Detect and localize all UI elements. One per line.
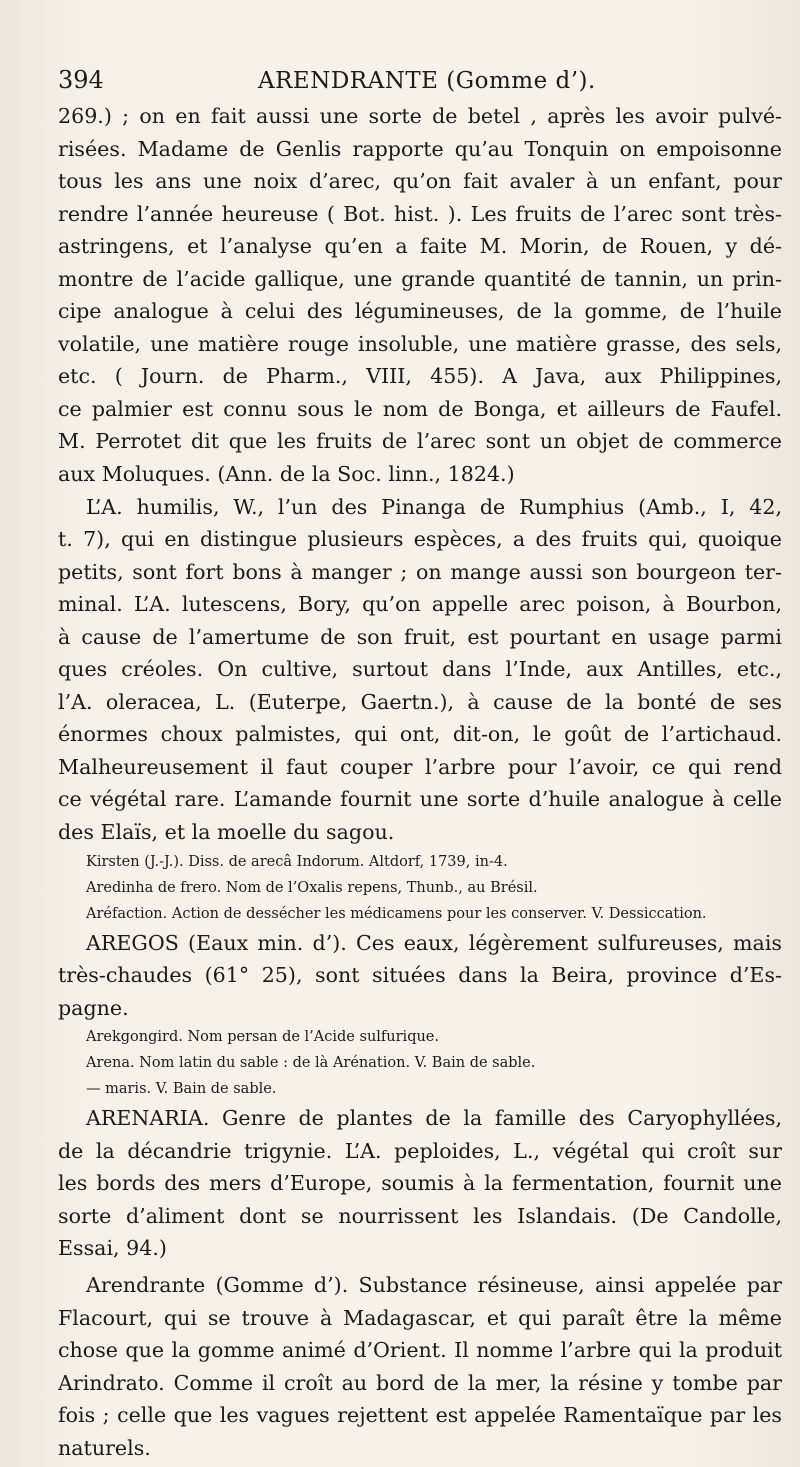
text-line: à cause de l’amertume de son fruit, est pourtant en usage parmi [58,624,782,649]
text-line: volatile, une matière rouge insoluble, une matière grasse, des sels, [58,331,782,356]
text-line: énormes choux palmistes, qui ont, dit-on, le goût de l’artichaud. [58,722,782,747]
text-line: M. Perrotet dit que les fruits de l’arec sont un objet de commerce [58,429,782,454]
running-head: ARENDRANTE (Gomme d’). [258,68,596,94]
text-line: astringens, et l’analyse qu’en a faite M. Morin, de Rouen, y dé- [58,234,782,259]
text-line: chose que la gomme animé d’Orient. Il nomme l’arbre qui la produit [58,1338,782,1363]
text-line: t. 7), qui en distingue plusieurs espèces, a des fruits qui, quoique [58,527,782,552]
text-line: ARENARIA. Genre de plantes de la famille des Caryophyllées, [86,1106,782,1131]
reference-notes [58,849,782,927]
text-line: L’A. humilis, W., l’un des Pinanga de Rumphius (Amb., I, 42, [86,494,782,519]
text-line: minal. L’A. lutescens, Bory, qu’on appelle arec poison, à Bourbon, [58,592,782,617]
entry-arendrante [58,1269,782,1464]
text-line: cipe analogue à celui des légumineuses, de la gomme, de l’huile [58,299,782,324]
reference-notes-2 [58,1024,782,1102]
text-line: très-chaudes (61° 25), sont situées dans la Beira, province d’Es- [58,963,782,988]
text-line: Flacourt, qui se trouve à Madagascar, et qui paraît être la même [58,1305,782,1330]
text-line: risées. Madame de Genlis rapporte qu’au Tonquin on empoisonne [58,136,782,161]
text-line: des Elaïs, et la moelle du sagou. [58,820,395,845]
note-line: Kirsten (J.-J.). Diss. de arecâ Indorum. Altdorf, 1739, in-4. [86,853,508,870]
text-line: tous les ans une noix d’arec, qu’on fait avaler à un enfant, pour [58,169,782,194]
text-line: 269.) ; on en fait aussi une sorte de betel , après les avoir pulvé- [58,104,782,128]
text-line: aux Moluques. (Ann. de la Soc. linn., 1824.) [58,462,515,487]
main-text [58,100,782,849]
text-line: Essai, 94.) [58,1236,167,1261]
note-line: Arekgongird. Nom persan de l’Acide sulfurique. [86,1029,439,1046]
text-line: les bords des mers d’Europe, soumis à la fermentation, fournit une [58,1171,782,1196]
text-line: pagne. [58,995,129,1020]
note-line: Aréfaction. Action de dessécher les médicamens pour les conserver. V. Dessiccation. [86,905,707,922]
note-line: — maris. V. Bain de sable. [86,1081,277,1098]
text-line: Arendrante (Gomme d’). Substance résineuse, ainsi appelée par [86,1272,782,1297]
text-line: ce palmier est connu sous le nom de Bonga, et ailleurs de Faufel. [58,396,782,421]
text-line: AREGOS (Eaux min. d’). Ces eaux, légèrement sulfureuses, mais [86,930,782,955]
text-line: montre de l’acide gallique, une grande quantité de tannin, un prin- [58,266,782,291]
text-line: ce végétal rare. L’amande fournit une sorte d’huile analogue à celle [58,787,782,812]
text-line: fois ; celle que les vagues rejettent est appelée Ramentaïque par les [58,1403,782,1428]
text-line: sorte d’aliment dont se nourrissent les Islandais. (De Candolle, [58,1203,782,1228]
text-line: ques créoles. On cultive, surtout dans l’Inde, aux Antilles, etc., [58,657,782,682]
entry-aregos [58,927,782,1025]
page-number: 394 [58,66,104,94]
note-line: Aredinha de frero. Nom de l’Oxalis repens, Thunb., au Brésil. [86,879,538,896]
text-line: l’A. oleracea, L. (Euterpe, Gaertn.), à cause de la bonté de ses [58,689,782,714]
text-line: etc. ( Journ. de Pharm., VIII, 455). A Java, aux Philippines, [58,364,782,389]
page-header [58,66,782,100]
text-line: Malheureusement il faut couper l’arbre pour l’avoir, ce qui rend [58,754,782,779]
text-line: naturels. [58,1435,151,1460]
entry-arenaria [58,1102,782,1265]
text-line: rendre l’année heureuse ( Bot. hist. ). Les fruits de l’arec sont très- [58,201,782,226]
text-line: Arindrato. Comme il croît au bord de la mer, la résine y tombe par [58,1370,782,1395]
text-line: de la décandrie trigynie. L’A. peploides, L., végétal qui croît sur [58,1138,782,1163]
note-line: Arena. Nom latin du sable : de là Arénation. V. Bain de sable. [86,1055,536,1072]
text-line: petits, sont fort bons à manger ; on mange aussi son bourgeon ter- [58,559,782,584]
